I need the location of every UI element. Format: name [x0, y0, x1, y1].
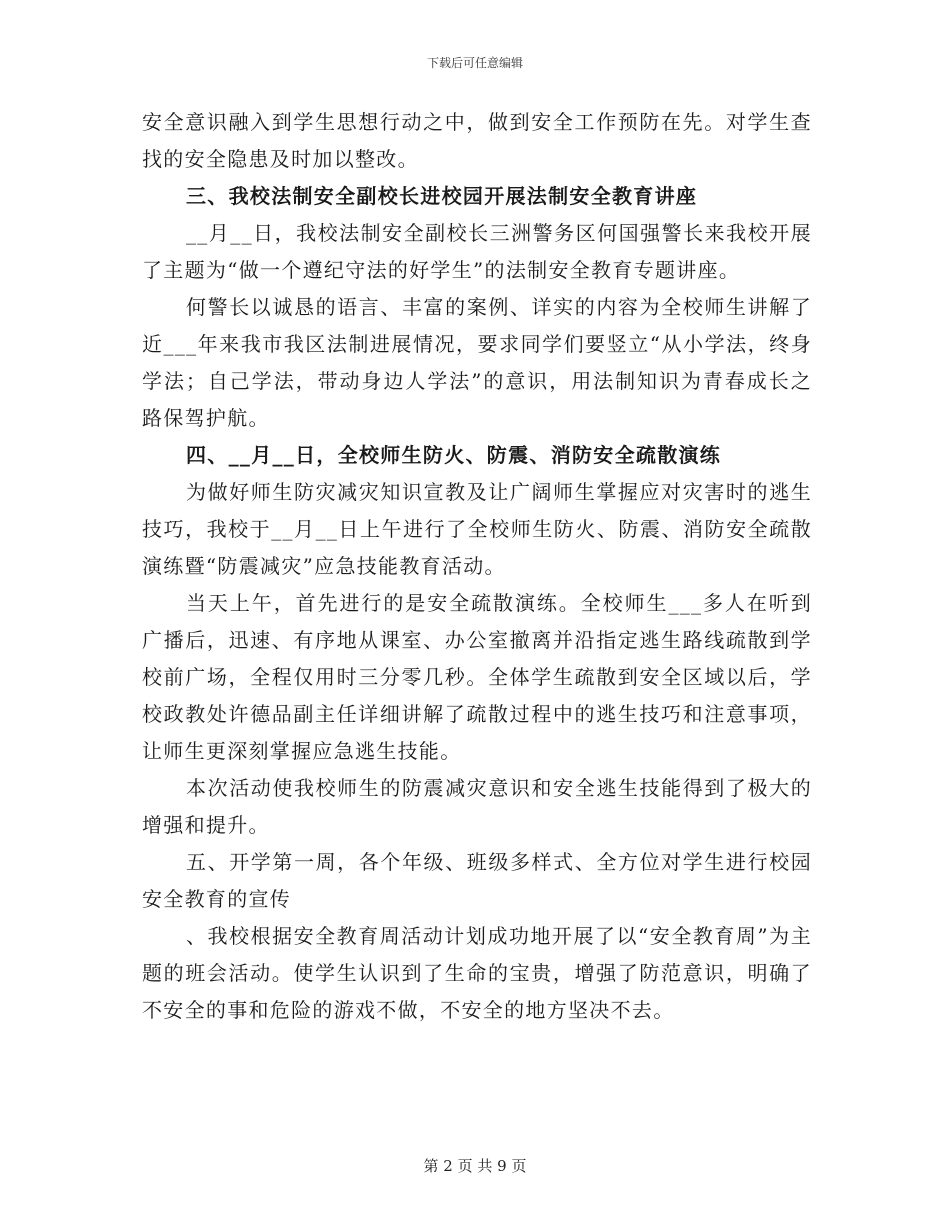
document-body [142, 104, 812, 1029]
paragraph-2: __月__日，我校法制安全副校长三洲警务区何国强警长来我校开展了主题为“做一个遵纪守法的好学生”的法制安全教育专题讲座。 [142, 221, 812, 282]
section-heading-5: 五、开学第一周，各个年级、班级多样式、全方位对学生进行校园安全教育的宣传 [142, 850, 812, 911]
section-heading-4: 四、__月__日，全校师生防火、防震、消防安全疏散演练 [186, 443, 722, 467]
section-heading-3: 三、我校法制安全副校长进校园开展法制安全教育讲座 [186, 184, 698, 208]
paragraph-5: 当天上午，首先进行的是安全疏散演练。全校师生___多人在听到广播后，迅速、有序地从课室、办公室撤离并沿指定逃生路线疏散到学校前广场，全程仅用时三分零几秒。全体学生疏散到安全区域以后，学校政教处许德品副主任详细讲解了疏散过程中的逃生技巧和注意事项，让师生更深刻掌握应急逃生技能。 [142, 591, 812, 763]
paragraph-7: 、我校根据安全教育周活动计划成功地开展了以“安全教育周”为主题的班会活动。使学生认识到了生命的宝贵，增强了防范意识，明确了不安全的事和危险的游戏不做，不安全的地方坚决不去。 [142, 924, 812, 1022]
paragraph-1: 安全意识融入到学生思想行动之中，做到安全工作预防在先。对学生查找的安全隐患及时加以整改。 [142, 110, 812, 171]
paragraph-4: 为做好师生防灾减灾知识宣教及让广阔师生掌握应对灾害时的逃生技巧，我校于__月__日上午进行了全校师生防火、防震、消防安全疏散演练暨“防震减灾”应急技能教育活动。 [142, 480, 812, 578]
page-header: 下载后可任意编辑 [426, 56, 523, 70]
paragraph-6: 本次活动使我校师生的防震减灾意识和安全逃生技能得到了极大的增强和提升。 [142, 776, 812, 837]
page-number: 第 2 页 共 9 页 [423, 1157, 527, 1175]
paragraph-3: 何警长以诚恳的语言、丰富的案例、详实的内容为全校师生讲解了近___年来我市我区法制进展情况，要求同学们要竖立“从小学法，终身学法；自己学法，带动身边人学法”的意识，用法制知识为青春成长之路保驾护航。 [142, 295, 812, 430]
